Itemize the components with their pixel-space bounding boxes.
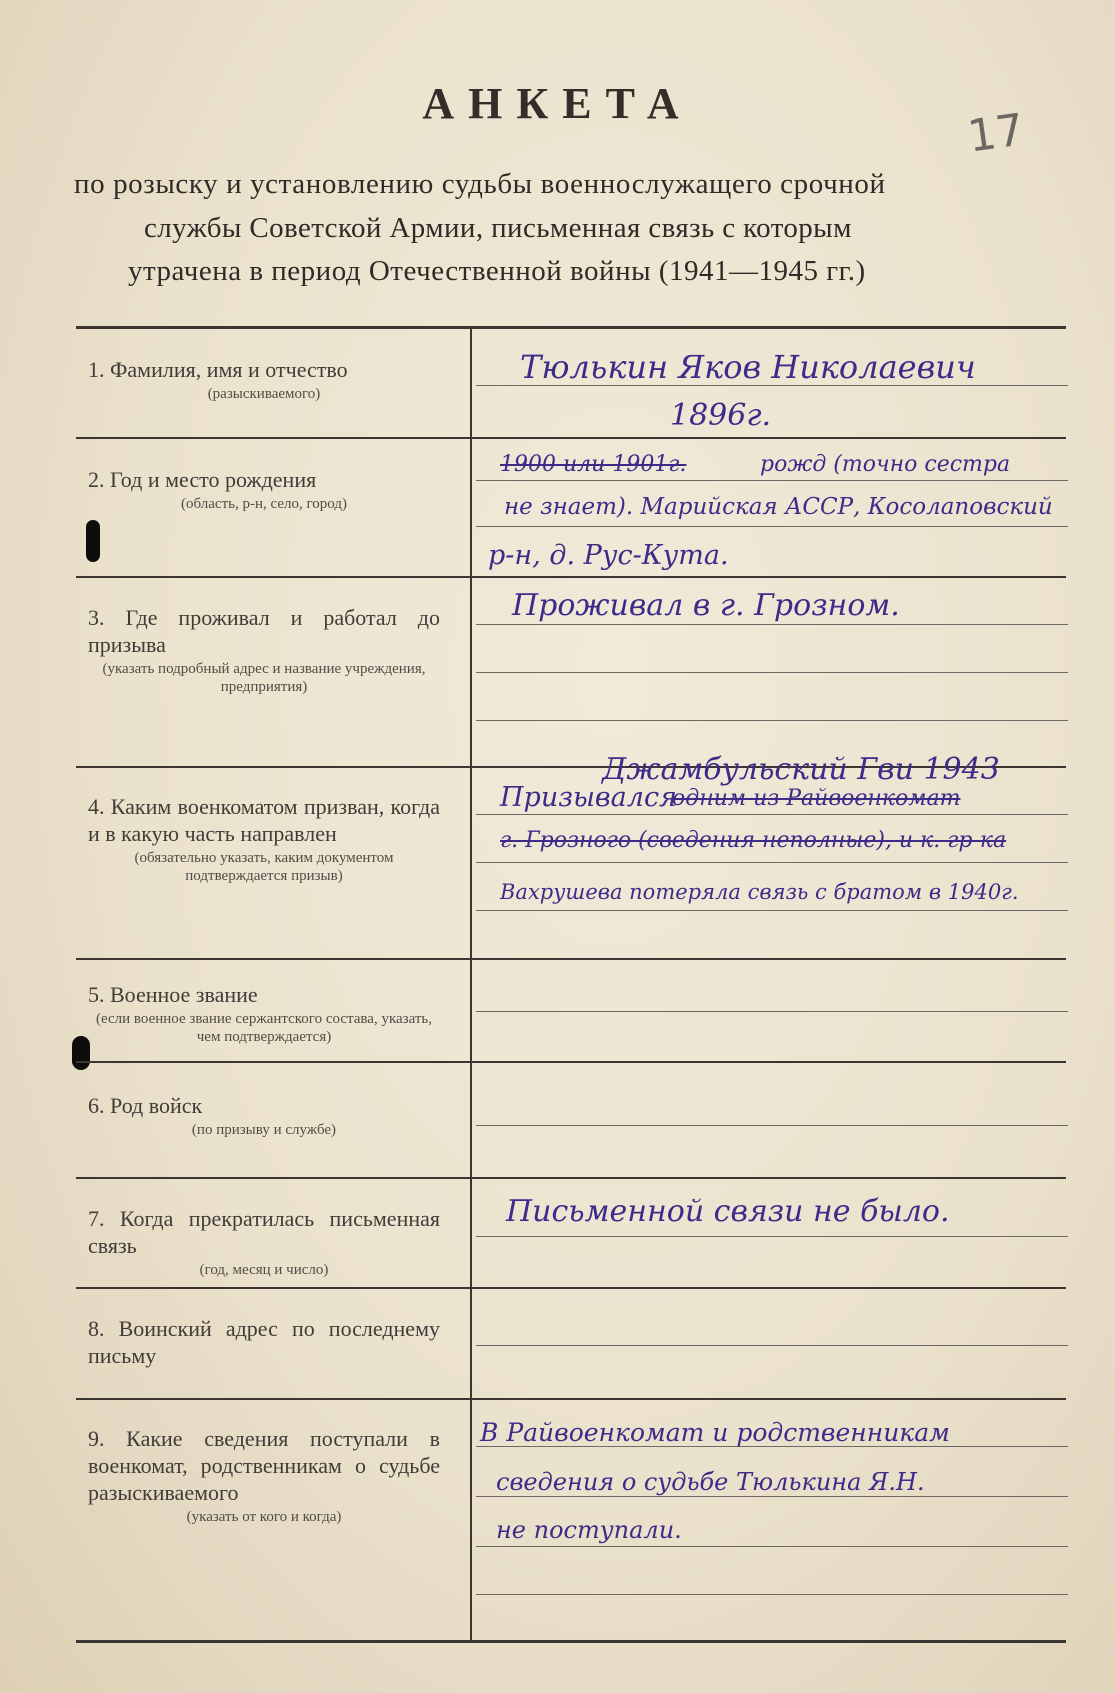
field-7-label: 7. Когда прекратилась письменная связь (год, месяц и число): [88, 1206, 440, 1278]
field-1-label: 1. Фамилия, имя и отчество (разыскиваемого): [88, 357, 348, 402]
table-bottom-rule: [76, 1640, 1066, 1643]
answer-line: [476, 814, 1068, 815]
answer-line: [476, 624, 1068, 625]
row-rule: [76, 576, 1066, 578]
row-rule: [76, 958, 1066, 960]
answer-line: [476, 1496, 1068, 1497]
form-title: АНКЕТА: [422, 79, 693, 128]
answer-line: [476, 910, 1068, 911]
answer-line: [476, 1546, 1068, 1547]
row-rule: [76, 437, 1066, 439]
answer-9-line-1: В Райвоенкомат и родственникам: [480, 1418, 950, 1447]
answer-9-line-3: не поступали.: [496, 1516, 682, 1544]
field-2-label: 2. Год и место рождения (область, р-н, село, город): [88, 467, 347, 512]
field-5-label: 5. Военное звание (если военное звание сержантского состава, указать, чем подтверждается): [88, 982, 433, 1045]
answer-line: [476, 862, 1068, 863]
field-3-label: 3. Где проживал и работал до призыва (указать подробный адрес и название учреждения, предприятия): [88, 605, 440, 695]
table-top-rule: [76, 326, 1066, 329]
answer-line: [476, 1345, 1068, 1346]
answer-7-line-1: Письменной связи не было.: [506, 1194, 950, 1229]
row-rule: [76, 1398, 1066, 1400]
subtitle-line-3: утрачена в период Отечественной войны (1941—1945 гг.): [128, 255, 866, 287]
answer-2-struck: 1900 или 1901г.: [500, 452, 687, 477]
answer-4-line-1-struck: одним из Райвоенкомат: [672, 786, 961, 811]
subtitle-line-1: по розыску и установлению судьбы военнослужащего срочной: [74, 168, 886, 200]
answer-line: [476, 1125, 1068, 1126]
answer-3-line-1: Проживал в г. Грозном.: [512, 588, 900, 623]
answer-1-line-1: Тюлькин Яков Николаевич: [520, 348, 976, 386]
answer-line: [476, 720, 1068, 721]
field-9-label: 9. Какие сведения поступали в военкомат, родственникам о судьбе разыскиваемого (указать от кого и когда): [88, 1426, 440, 1525]
answer-line: [476, 526, 1068, 527]
answer-2-line-2: не знает). Марийская АССР, Косолаповский: [504, 494, 1053, 520]
answer-2-line-1: рожд (точно сестра: [760, 452, 1011, 477]
subtitle-line-2: службы Советской Армии, письменная связь с которым: [144, 212, 852, 244]
corner-number: 17: [964, 104, 1028, 163]
answer-line: [476, 480, 1068, 481]
field-6-label: 6. Род войск (по призыву и службе): [88, 1093, 337, 1138]
answer-4-line-3: Вахрушева потеряла связь с братом в 1940г.: [500, 880, 1019, 904]
answer-9-line-2: сведения о судьбе Тюлькина Я.Н.: [496, 1468, 925, 1496]
answer-line: [476, 1594, 1068, 1595]
answer-line: [476, 672, 1068, 673]
punch-hole: [86, 520, 100, 562]
field-4-label: 4. Каким военкоматом призван, когда и в какую часть направлен (обязательно указать, каким документом подтверждается призыв): [88, 794, 440, 884]
answer-4-inserted: Джамбульский Гви 1943: [602, 752, 1000, 787]
column-divider: [470, 329, 472, 1641]
answer-line: [476, 1236, 1068, 1237]
answer-1-line-2: 1896г.: [670, 398, 772, 433]
field-8-label: 8. Воинский адрес по последнему письму: [88, 1316, 440, 1368]
row-rule: [76, 1061, 1066, 1063]
row-rule: [76, 1177, 1066, 1179]
row-rule: [76, 1287, 1066, 1289]
answer-4-line-2: г. Грозного (сведения неполные), и к. гр-ка: [500, 828, 1007, 853]
answer-4-line-1: Призывался: [500, 782, 677, 813]
answer-line: [476, 1011, 1068, 1012]
answer-2-line-3: р-н, д. Рус-Кута.: [488, 540, 729, 571]
